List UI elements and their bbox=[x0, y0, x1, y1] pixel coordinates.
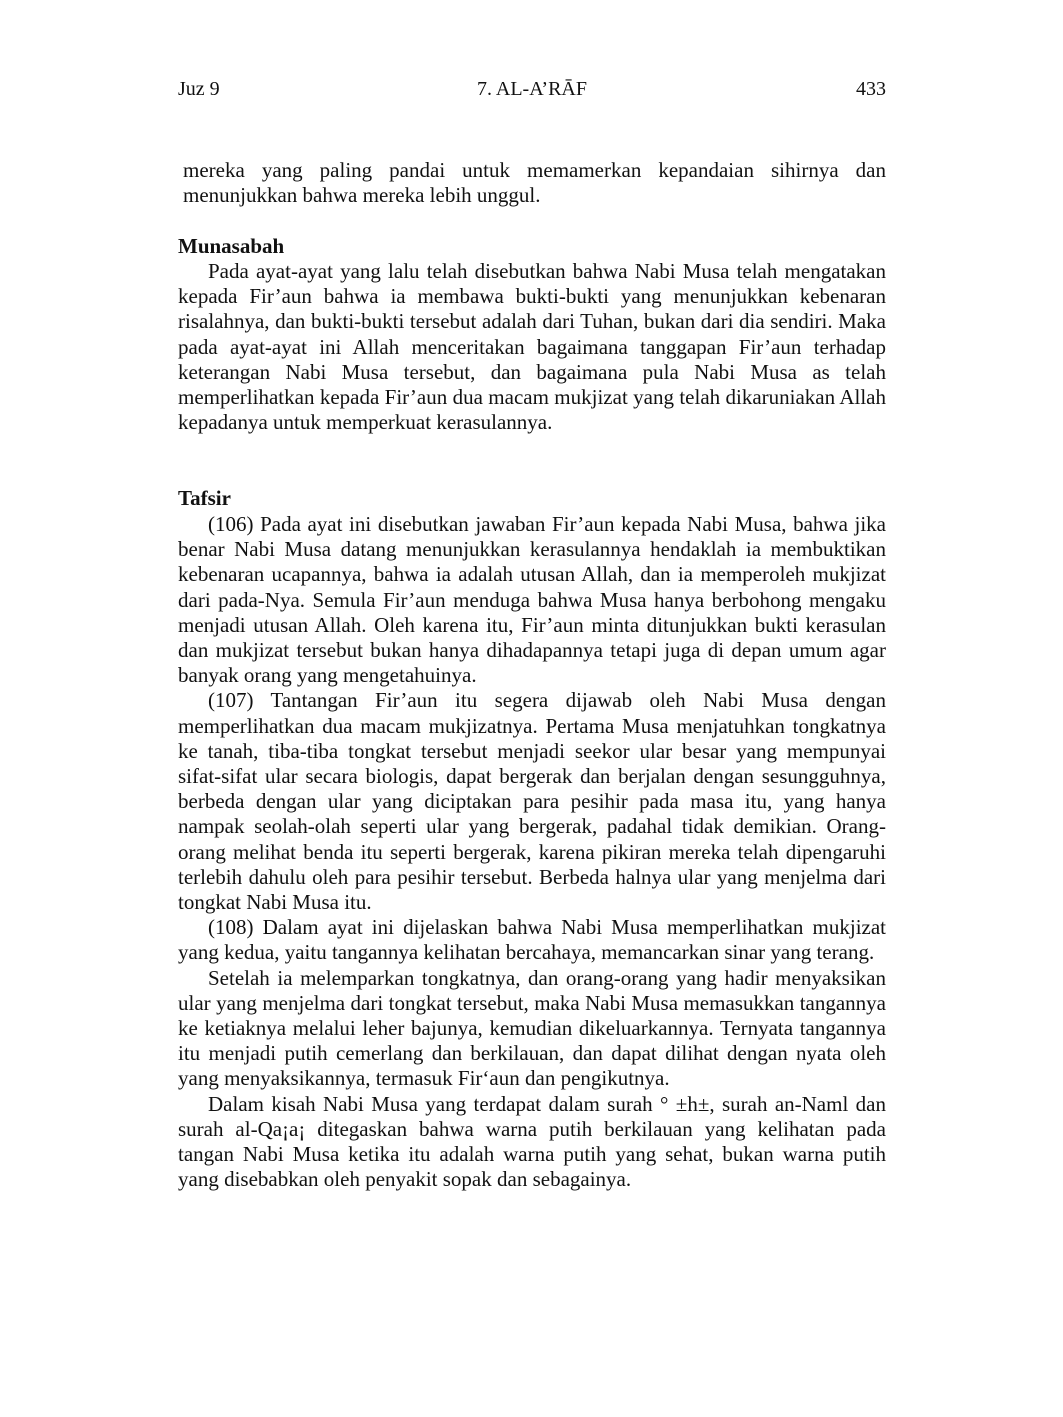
running-header bbox=[178, 76, 886, 102]
intro-paragraph bbox=[178, 158, 886, 208]
juz-label: Juz 9 bbox=[178, 78, 220, 100]
tafsir-paragraph-108: (108) Dalam ayat ini dijelaskan bahwa Nabi Musa memperlihatkan mukjizat yang kedua, yaitu tangannya kelihatan bercahaya, memancarkan sinar yang terang. bbox=[178, 915, 886, 965]
page-number: 433 bbox=[856, 78, 886, 100]
tafsir-paragraph-106: (106) Pada ayat ini disebutkan jawaban Fir’aun kepada Nabi Musa, bahwa jika benar Nabi Musa datang menunjukkan kerasulannya hendaklah ia membuktikan kebenaran ucapannya, bahwa ia adalah utusan Allah, dan ia memperoleh mukjizat dari pada-Nya. Semula Fir’aun menduga bahwa Musa hanya berbohong mengaku menjadi utusan Allah. Oleh karena itu, Fir’aun minta ditunjukkan bukti kerasulan dan mukjizat tersebut bukan hanya dihadapannya tetapi juga di depan umum agar banyak orang yang mengetahuinya. bbox=[178, 512, 886, 688]
tafsir-paragraph-107: (107) Tantangan Fir’aun itu segera dijawab oleh Nabi Musa dengan memperlihatkan dua macam mukjizatnya. Pertama Musa menjatuhkan tongkatnya ke tanah, tiba-tiba tongkat tersebut menjadi seekor ular besar yang mempunyai sifat-sifat ular secara biologis, dapat bergerak dan berjalan dengan sesungguhnya, berbeda dengan ular yang diciptakan para pesihir pada masa itu, yang hanya nampak seolah-olah seperti ular yang bergerak, padahal tidak demikian. Orang-orang melihat benda itu seperti bergerak, karena pikiran mereka telah dipengaruhi terlebih dahulu oleh para pesihir tersebut. Berbeda halnya ular yang menjelma dari tongkat Nabi Musa itu. bbox=[178, 688, 886, 915]
munasabah-paragraph-1: Pada ayat-ayat yang lalu telah disebutkan bahwa Nabi Musa telah mengatakan kepada Fir’aun bahwa ia membawa bukti-bukti yang menunjukkan kebenaran risalahnya, dan bukti-bukti tersebut adalah dari Tuhan, bukan dari dia sendiri. Maka pada ayat-ayat ini Allah menceritakan bagaimana tanggapan Fir’aun terhadap keterangan Nabi Musa tersebut, dan bagaimana pula Nabi Musa as telah memperlihatkan kepada Fir’aun dua macam mukjizat yang telah dikaruniakan Allah kepadanya untuk memperkuat kerasulannya. bbox=[178, 259, 886, 435]
surah-title: 7. AL-A’RĀF bbox=[476, 78, 587, 100]
tafsir-paragraph-setelah: Setelah ia melemparkan tongkatnya, dan orang-orang yang hadir menyaksikan ular yang menjelma dari tongkat tersebut, maka Nabi Musa memasukkan tangannya ke ketiaknya melalui leher bajunya, kemudian dikeluarkannya. Ternyata tangannya itu menjadi putih cemerlang dan berkilauan, dan dapat dilihat dengan nyata oleh yang menyaksikannya, termasuk Fir‘aun dan pengikutnya. bbox=[178, 965, 886, 1091]
tafsir-section bbox=[178, 512, 886, 1192]
munasabah-heading: Munasabah bbox=[178, 234, 285, 258]
munasabah-section bbox=[178, 259, 886, 435]
intro-text: mereka yang paling pandai untuk memamerkan kepandaian sihirnya dan menunjukkan bahwa mereka lebih unggul. bbox=[183, 158, 886, 208]
tafsir-heading: Tafsir bbox=[178, 486, 231, 510]
tafsir-paragraph-kisah: Dalam kisah Nabi Musa yang terdapat dalam surah ° ±h±, surah an-Naml dan surah al-Qa¡a¡ ditegaskan bahwa warna putih berkilauan yang kelihatan pada tangan Nabi Musa ketika itu adalah warna putih yang sehat, bukan warna putih yang disebabkan oleh penyakit sopak dan sebagainya. bbox=[178, 1091, 886, 1192]
